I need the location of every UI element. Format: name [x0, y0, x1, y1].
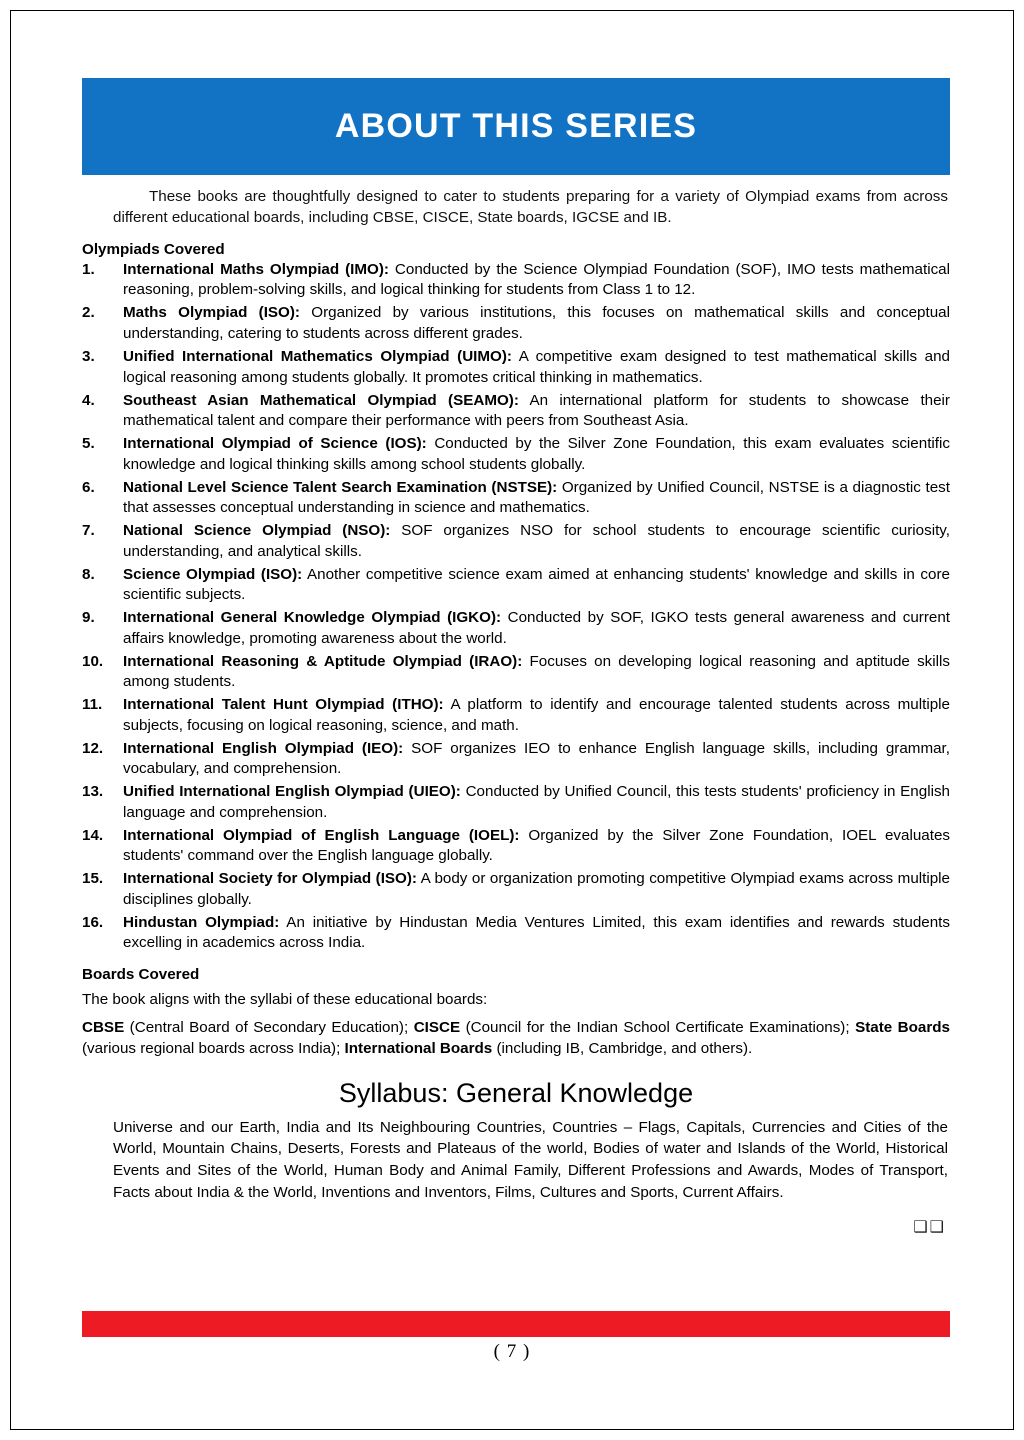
list-item-title: International Olympiad of Science (IOS):	[123, 435, 427, 453]
list-item-desc: Conducted by the Science Olympiad Foundation (SOF), IMO tests mathematical reasoning, problem-solving skills, and logical thinking for students from Class 1 to 12.	[123, 260, 950, 299]
list-item-number: 15.	[82, 870, 104, 888]
list-item-desc: An international platform for students to showcase their mathematical talent and compare their performance with peers from Southeast Asia.	[123, 391, 950, 430]
list-item-title: International General Knowledge Olympiad (IGKO):	[123, 609, 502, 627]
list-item-number: 14.	[82, 826, 104, 844]
list-item-number: 2.	[82, 304, 95, 322]
list-item-number: 1.	[82, 260, 95, 278]
list-item	[82, 391, 950, 432]
list-item-number: 10.	[82, 652, 104, 670]
list-item	[82, 521, 950, 562]
list-item-title: International Reasoning & Aptitude Olympiad (IRAO):	[123, 652, 523, 670]
list-item-desc: SOF organizes IEO to enhance English language skills, including grammar, vocabulary, and comprehension.	[123, 739, 950, 778]
boards-detail-text	[82, 1018, 950, 1060]
list-item-number: 8.	[82, 565, 95, 583]
list-item-desc: Conducted by Unified Council, this tests students' proficiency in English language and comprehension.	[123, 783, 950, 821]
list-item	[82, 695, 950, 736]
list-item-number: 7.	[82, 522, 95, 540]
list-item-title: Unified International Mathematics Olympiad (UIMO):	[123, 348, 512, 365]
board-cbse-label: CBSE	[82, 1018, 125, 1036]
list-item-desc: Organized by Unified Council, NSTSE is a diagnostic test that assesses conceptual understanding in science and mathematics.	[123, 478, 951, 517]
list-item-desc: An initiative by Hindustan Media Ventures Limited, this exam identifies and rewards students excelling in academics across India.	[123, 913, 950, 952]
list-item-desc: Organized by various institutions, this focuses on mathematical skills and conceptual understanding, catering to students across different grades.	[123, 304, 950, 342]
list-item-number: 12.	[82, 739, 104, 757]
board-cisce-text: (Council for the Indian School Certificate Examinations);	[460, 1018, 856, 1036]
list-item-desc: SOF organizes NSO for school students to encourage scientific curiosity, understanding, and analytical skills.	[123, 522, 950, 560]
list-item-number: 11.	[82, 696, 103, 714]
list-item-desc: Another competitive science exam aimed at enhancing students' knowledge and skills in core scientific subjects.	[123, 565, 950, 604]
syllabus-paragraph: Universe and our Earth, India and Its Neighbouring Countries, Countries – Flags, Capitals, Currencies and Cities of the World, Mountain Chains, Deserts, Forests and Plateaus of the world, Bodies of water and Islands of the World, Historical Events and Sites of the World, Human Body and Animal Family, Different Professions and Awards, Modes of Transport, Facts about India & the World, Inventions and Inventors, Films, Cultures and Sports, Current Affairs.	[113, 1118, 948, 1201]
list-item-desc: Conducted by the Silver Zone Foundation, this exam evaluates scientific knowledge and logical thinking skills among school students globally.	[123, 435, 950, 473]
page-title: ABOUT THIS SERIES	[334, 107, 698, 145]
list-item-number: 3.	[82, 348, 95, 365]
list-item	[82, 565, 950, 606]
olympiads-covered-heading: Olympiads Covered	[82, 240, 225, 258]
list-item	[82, 652, 950, 693]
list-item-title: Hindustan Olympiad:	[123, 913, 280, 931]
list-item-desc: A competitive exam designed to test mathematical skills and logical reasoning among students globally. It promotes critical thinking in mathematics.	[123, 348, 950, 386]
list-item	[82, 303, 950, 344]
list-item-title: International Olympiad of English Language (IOEL):	[123, 826, 520, 844]
page-number: ( 7 )	[493, 1341, 531, 1362]
list-item-number: 4.	[82, 391, 95, 409]
section-header-banner	[82, 78, 950, 175]
list-item-title: Unified International English Olympiad (UIEO):	[123, 783, 461, 801]
board-cbse-text: (Central Board of Secondary Education);	[124, 1018, 414, 1036]
list-item	[82, 478, 950, 519]
list-item	[82, 739, 950, 780]
footer-bar	[82, 1311, 950, 1337]
list-item-title: Maths Olympiad (ISO):	[123, 304, 300, 322]
list-item	[82, 826, 950, 867]
list-item-number: 5.	[82, 435, 95, 453]
list-item-desc: Focuses on developing logical reasoning and aptitude skills among students.	[123, 652, 950, 691]
olympiads-list	[82, 260, 950, 954]
syllabus-heading: Syllabus: General Knowledge	[338, 1077, 694, 1108]
board-international-text: (including IB, Cambridge, and others).	[492, 1039, 753, 1057]
list-item-title: International Talent Hunt Olympiad (ITHO):	[123, 696, 444, 714]
board-cisce-label: CISCE	[413, 1018, 461, 1036]
list-item	[82, 260, 950, 301]
list-item-title: Science Olympiad (ISO):	[123, 565, 303, 583]
list-item	[82, 913, 950, 954]
list-item-title: National Level Science Talent Search Examination (NSTSE):	[123, 478, 558, 496]
intro-paragraph: These books are thoughtfully designed to cater to students preparing for a variety of Olympiad exams from across different educational boards, including CBSE, CISCE, State boards, IGCSE and IB.	[113, 188, 948, 226]
list-item-title: International English Olympiad (IEO):	[123, 739, 404, 757]
list-item-title: International Maths Olympiad (IMO):	[123, 260, 389, 278]
list-item-number: 6.	[82, 478, 95, 496]
list-item	[82, 782, 950, 823]
list-item-number: 16.	[82, 913, 104, 931]
end-of-section-marker: ❑❑	[913, 1219, 946, 1237]
boards-covered-heading: Boards Covered	[82, 965, 200, 983]
list-item-desc: A body or organization promoting competitive Olympiad exams across multiple disciplines globally.	[123, 870, 950, 908]
page-content	[82, 78, 950, 1237]
list-item	[82, 608, 950, 649]
boards-intro-text: The book aligns with the syllabi of these educational boards:	[82, 990, 488, 1008]
list-item-title: National Science Olympiad (NSO):	[123, 522, 391, 540]
list-item	[82, 434, 950, 475]
list-item-desc: Organized by the Silver Zone Foundation, IOEL evaluates students' command over the English language globally.	[123, 826, 950, 865]
list-item-title: International Society for Olympiad (ISO):	[123, 870, 417, 888]
list-item-title: Southeast Asian Mathematical Olympiad (SEAMO):	[123, 391, 519, 409]
list-item	[82, 869, 950, 910]
list-item	[82, 347, 950, 388]
board-international-label: International Boards	[344, 1039, 493, 1057]
list-item-number: 13.	[82, 783, 104, 801]
list-item-number: 9.	[82, 609, 95, 627]
list-item-desc: A platform to identify and encourage talented students across multiple subjects, focusing on logical reasoning, science, and math.	[123, 696, 950, 734]
list-item-desc: Conducted by SOF, IGKO tests general awareness and current affairs knowledge, promoting awareness about the world.	[123, 609, 951, 647]
board-state-text: (various regional boards across India);	[82, 1039, 345, 1057]
board-state-label: State Boards	[855, 1018, 950, 1036]
